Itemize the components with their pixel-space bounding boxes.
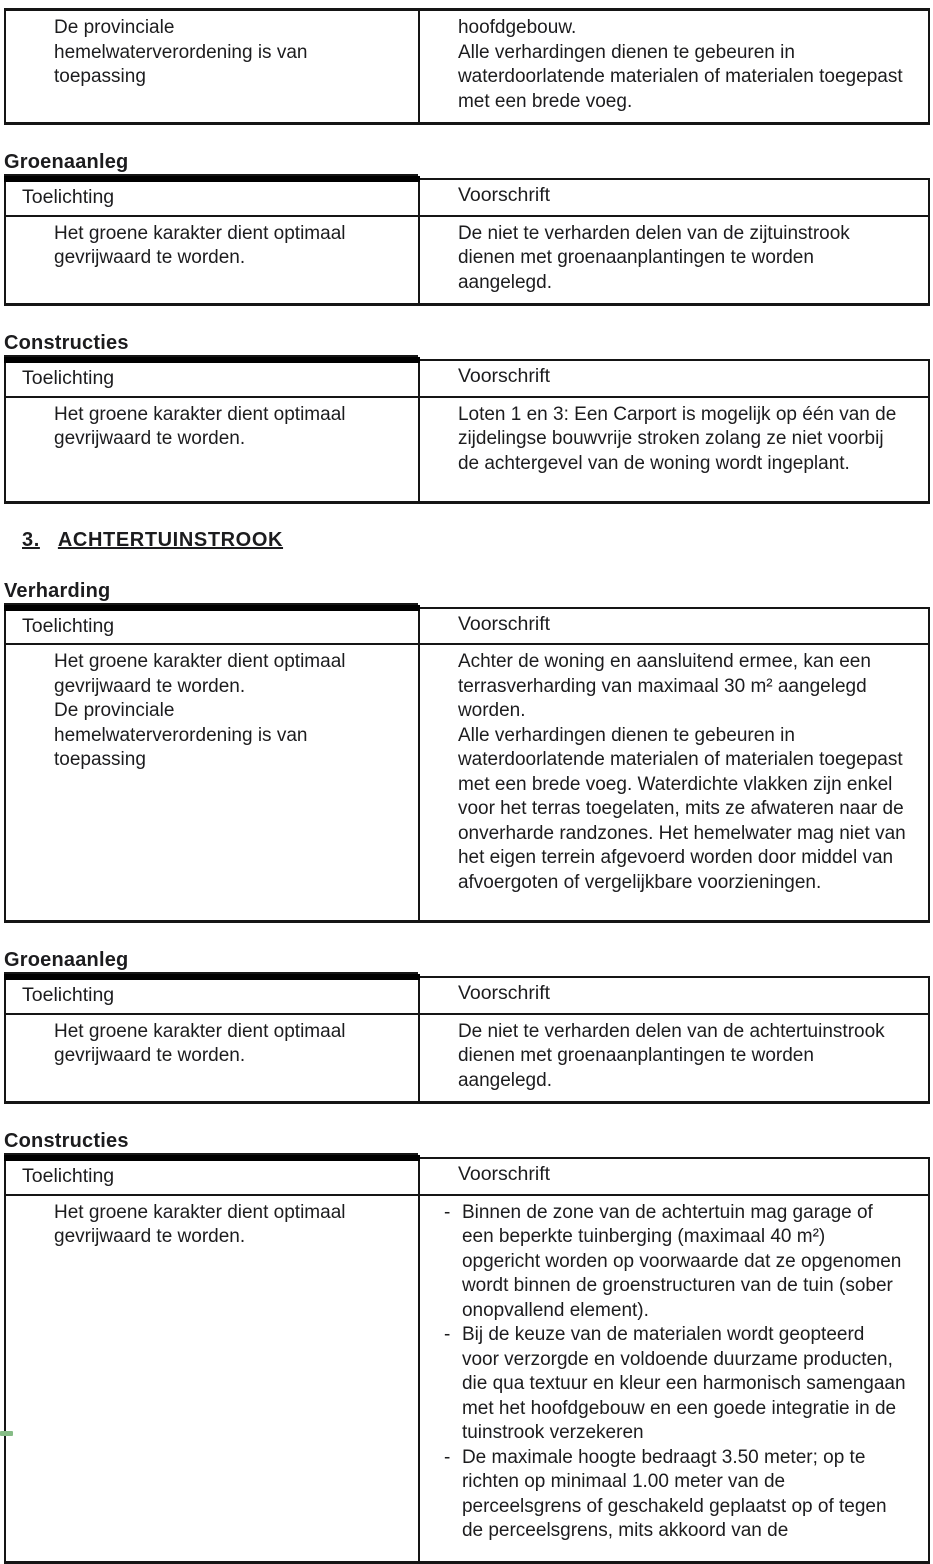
voorschrift-cell [419, 397, 929, 503]
cell-paragraph: Het groene karakter dient optimaal gevrijwaard te worden. [54, 222, 346, 268]
voorschrift-cell [419, 1014, 929, 1103]
toelichting-voorschrift-table [4, 176, 930, 306]
column-header-toelichting: Toelichting [5, 1158, 419, 1195]
cell-paragraph: Het groene karakter dient optimaal gevrijwaard te worden. [54, 1201, 346, 1247]
toelichting-voorschrift-table [4, 974, 930, 1104]
chapter-number: 3. [22, 528, 40, 551]
toelichting-cell [5, 216, 419, 305]
voorschrift-cell [419, 216, 929, 305]
dash-bullet-icon: - [443, 1446, 451, 1468]
table-row [5, 397, 929, 503]
cell-paragraph: Loten 1 en 3: Een Carport is mogelijk op één van de zijdelingse bouwvrije stroken zolang ze niet voorbij de achtergevel van de woning wordt ingeplant. [457, 403, 897, 474]
table-header-row [5, 977, 929, 1014]
toelichting-voorschrift-table [4, 605, 930, 924]
bullet-item [444, 1201, 906, 1324]
bullet-item [444, 1446, 906, 1544]
toelichting-cell [5, 10, 419, 124]
column-header-voorschrift: Voorschrift [419, 179, 929, 216]
table-header-row [5, 179, 929, 216]
column-header-voorschrift: Voorschrift [419, 977, 929, 1014]
cell-paragraph: Het groene karakter dient optimaal gevrijwaard te worden. [54, 651, 346, 697]
voorschrift-cell [419, 10, 929, 124]
voorschrift-cell [419, 1195, 929, 1563]
column-header-toelichting: Toelichting [5, 608, 419, 645]
column-header-voorschrift: Voorschrift [419, 1158, 929, 1195]
table-row [5, 216, 929, 305]
cell-paragraph: De niet te verharden delen van de zijtuinstrook dienen met groenaanplantingen te worden aangelegd. [457, 222, 850, 293]
table-header-row [5, 360, 929, 397]
bullet-item [444, 1323, 906, 1446]
table-row [5, 10, 929, 124]
table-header-row [5, 1158, 929, 1195]
toelichting-voorschrift-table [4, 357, 930, 504]
toelichting-voorschrift-table [4, 1155, 930, 1564]
green-scan-artifact [0, 1431, 13, 1436]
toelichting-cell [5, 1195, 419, 1563]
cell-paragraph: Alle verhardingen dienen te gebeuren in waterdoorlatende materialen of materialen toegepast met een brede voeg. [457, 41, 903, 112]
cell-paragraph: De niet te verharden delen van de achtertuinstrook dienen met groenaanplantingen te worden aangelegd. [457, 1020, 885, 1091]
toelichting-cell [5, 1014, 419, 1103]
toelichting-cell [5, 397, 419, 503]
cell-paragraph: Alle verhardingen dienen te gebeuren in waterdoorlatende materialen of materialen toegepast met een brede voeg. Waterdichte vlakken zijn enkel voor het terras toegelaten, mits ze afwateren naar de onverharde randzones. Het hemelwater mag niet van het eigen terrein afgevoerd worden door middel van afvoergoten of vergelijkbare voorzieningen. [457, 724, 906, 893]
table-header-row [5, 608, 929, 645]
column-header-voorschrift: Voorschrift [419, 360, 929, 397]
voorschrift-cell [419, 644, 929, 922]
section-title-constructies: Constructies [4, 332, 418, 357]
bullet-text: Bij de keuze van de materialen wordt geopteerd voor verzorgde en voldoende duurzame producten, die qua textuur en kleur een harmonisch samengaan met het hoofdgebouw en een goede integratie in de tuinstrook verzekeren [461, 1324, 906, 1443]
section-title-groenaanleg: Groenaanleg [4, 151, 418, 176]
cell-paragraph: Achter de woning en aansluitend ermee, kan een terrasverharding van maximaal 30 m² aangelegd worden. [457, 651, 871, 721]
dash-bullet-icon: - [443, 1201, 451, 1223]
cell-paragraph: De provinciale hemelwaterverordening is van toepassing [54, 700, 308, 770]
column-header-toelichting: Toelichting [5, 360, 419, 397]
cell-paragraph: De provinciale hemelwaterverordening is van toepassing [54, 17, 308, 87]
table-row [5, 1014, 929, 1103]
cell-paragraph: hoofdgebouw. [457, 17, 577, 38]
chapter-title: ACHTERTUINSTROOK [57, 528, 284, 551]
dash-bullet-icon: - [443, 1324, 451, 1345]
bullet-text: Binnen de zone van de achtertuin mag garage of een beperkte tuinberging (maximaal 40 m²) opgericht worden op voorwaarde dat ze opgenomen wordt binnen de groenstructuren van de tuin (sober onopvallend element). [461, 1201, 902, 1321]
column-header-toelichting: Toelichting [5, 977, 419, 1014]
cell-paragraph: Het groene karakter dient optimaal gevrijwaard te worden. [54, 1020, 346, 1066]
section-title-verharding: Verharding [4, 580, 418, 605]
chapter-heading [22, 528, 930, 552]
column-header-toelichting: Toelichting [5, 179, 419, 216]
cell-paragraph: Het groene karakter dient optimaal gevrijwaard te worden. [54, 403, 346, 449]
section-title-constructies: Constructies [4, 1130, 418, 1155]
continuation-table [4, 8, 930, 125]
toelichting-cell [5, 644, 419, 922]
table-row [5, 644, 929, 922]
section-title-groenaanleg: Groenaanleg [4, 949, 418, 974]
bullet-text: De maximale hoogte bedraagt 3.50 meter; op te richten op minimaal 1.00 meter van de perceelsgrens of geschakeld geplaatst op of tegen de perceelsgrens, mits akkoord van de [461, 1446, 887, 1541]
table-row [5, 1195, 929, 1563]
column-header-voorschrift: Voorschrift [419, 608, 929, 645]
